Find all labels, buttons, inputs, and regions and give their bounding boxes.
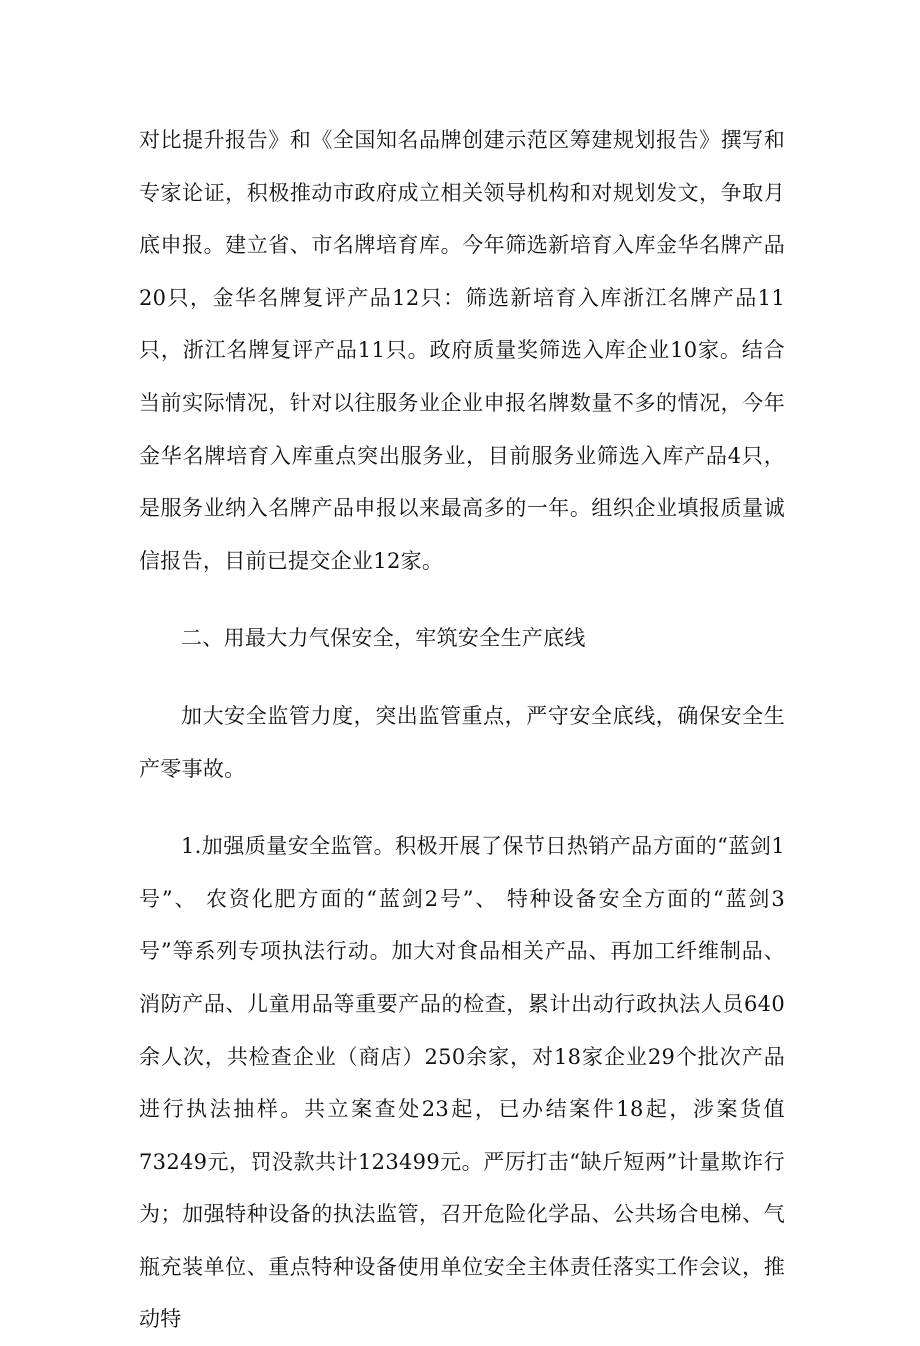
section-heading-safety: 二、用最大力气保安全，牢筑安全生产底线	[181, 626, 586, 651]
document-body	[139, 114, 785, 1346]
paragraph-brand-cultivation: 对比提升报告》和《全国知名品牌创建示范区筹建规划报告》撰写和专家论证，积极推动市政府成立相关领导机构和对规划发文，争取月底申报。建立省、市名牌培育库。今年筛选新培育入库金华名牌产品20只，金华名牌复评产品12只：筛选新培育入库浙江名牌产品11只，浙江名牌复评产品11只。政府质量奖筛选入库企业10家。结合当前实际情况，针对以往服务业企业申报名牌数量不多的情况，今年金华名牌培育入库重点突出服务业，目前服务业筛选入库产品4只，是服务业纳入名牌产品申报以来最高多的一年。组织企业填报质量诚信报告，目前已提交企业12家。	[139, 128, 785, 573]
paragraph-safety-intro: 加大安全监管力度，突出监管重点，严守安全底线，确保安全生产零事故。	[139, 703, 785, 781]
paragraph-quality-supervision: 1.加强质量安全监管。积极开展了保节日热销产品方面的“蓝剑1号”、 农资化肥方面的“蓝剑2号”、 特种设备安全方面的“蓝剑3号”等系列专项执法行动。加大对食品相关产品、再加工纤维制品、消防产品、儿童用品等重要产品的检查，累计出动行政执法人员640余人次，共检查企业（商店）250余家，对18家企业29个批次产品进行执法抽样。共立案查处23起，已办结案件18起，涉案货值73249元，罚没款共计123499元。严厉打击“缺斤短两”计量欺诈行为；加强特种设备的执法监管，召开危险化学品、公共场合电梯、气瓶充装单位、重点特种设备使用单位安全主体责任落实工作会议，推动特	[139, 834, 785, 1332]
